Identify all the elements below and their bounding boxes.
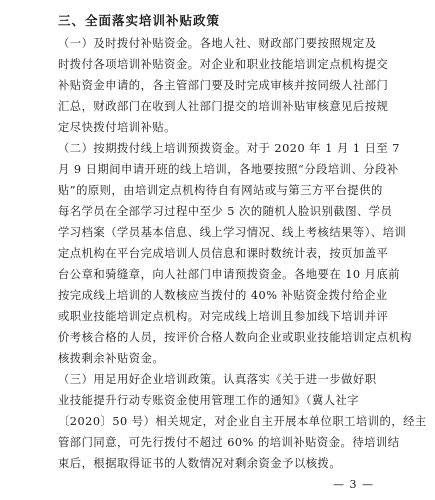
text-line: 〔2020〕50 号）相关规定，对企业自主开展本单位职工培训的，经主 [58, 415, 427, 428]
text-line: 补贴资金申请的，各主管部门要及时完成审核并按同级人社部门 [58, 79, 389, 92]
text-line: 价考核合格的人员，按评价合格人数向企业或职业技能培训定点机构 [58, 331, 412, 344]
text-line: 每名学员在全部学习过程中至少 5 次的随机人脸识别截图、学员 [58, 205, 393, 218]
paragraph-fund-disbursement [58, 33, 388, 138]
paragraph-enterprise-training-policy [58, 369, 427, 474]
text-line: 核拨剩余补贴资金。 [58, 352, 165, 365]
text-line: （一）及时拨付补贴资金。各地人社、财政部门要按照规定及 [58, 37, 377, 50]
text-line: 业技能提升行动专账资金使用管理工作的通知》（冀人社字 [58, 394, 360, 407]
section-heading: 三、全面落实培训补贴政策 [58, 13, 221, 28]
text-line: 时拨付各项培训补贴资金。对企业和职业技能培训定点机构提交 [58, 58, 389, 71]
text-line: 月 9 日期间申请开班的线上培训，各地要按照“分段培训、分段补 [58, 163, 399, 176]
text-line: 或职业技能培训定点机构。对完成线上培训且参加线下培训并评 [58, 310, 389, 323]
page-number: — 3 — [333, 478, 374, 491]
text-line: 学习档案（学员基本信息、线上学习情况、线上考核结果等）、培训 [58, 226, 407, 239]
text-line: （三）用足用好企业培训政策。认真落实《关于进一步做好职 [58, 373, 377, 386]
text-line: 定点机构在平台完成培训人员信息和课时数统计表，按页加盖平 [58, 247, 389, 260]
text-line: 定尽快拨付培训补贴。 [58, 121, 176, 134]
text-line: 台公章和骑缝章，向人社部门申请预拨资金。各地要在 10 月底前 [58, 268, 401, 281]
text-line: 汇总，财政部门在收到人社部门提交的培训补贴审核意见后按规 [58, 100, 389, 113]
paragraph-online-training-funds [58, 138, 412, 369]
text-line: 贴”的原则，由培训定点机构待自有网站或与第三方平台提供的 [58, 184, 383, 197]
text-line: 管部门同意，可先行拨付不超过 60% 的培训补贴资金。待培训结 [58, 436, 400, 449]
text-line: （二）按期拨付线上培训预拨资金。对于 2020 年 1 月 1 日至 7 [58, 142, 400, 155]
text-line: 按完成线上培训的人数核应当拨付的 40% 补贴资金拨付给企业 [58, 289, 388, 302]
body-text [58, 33, 427, 474]
text-line: 束后，根据取得证书的人数情况对剩余资金予以核拨。 [58, 457, 342, 470]
